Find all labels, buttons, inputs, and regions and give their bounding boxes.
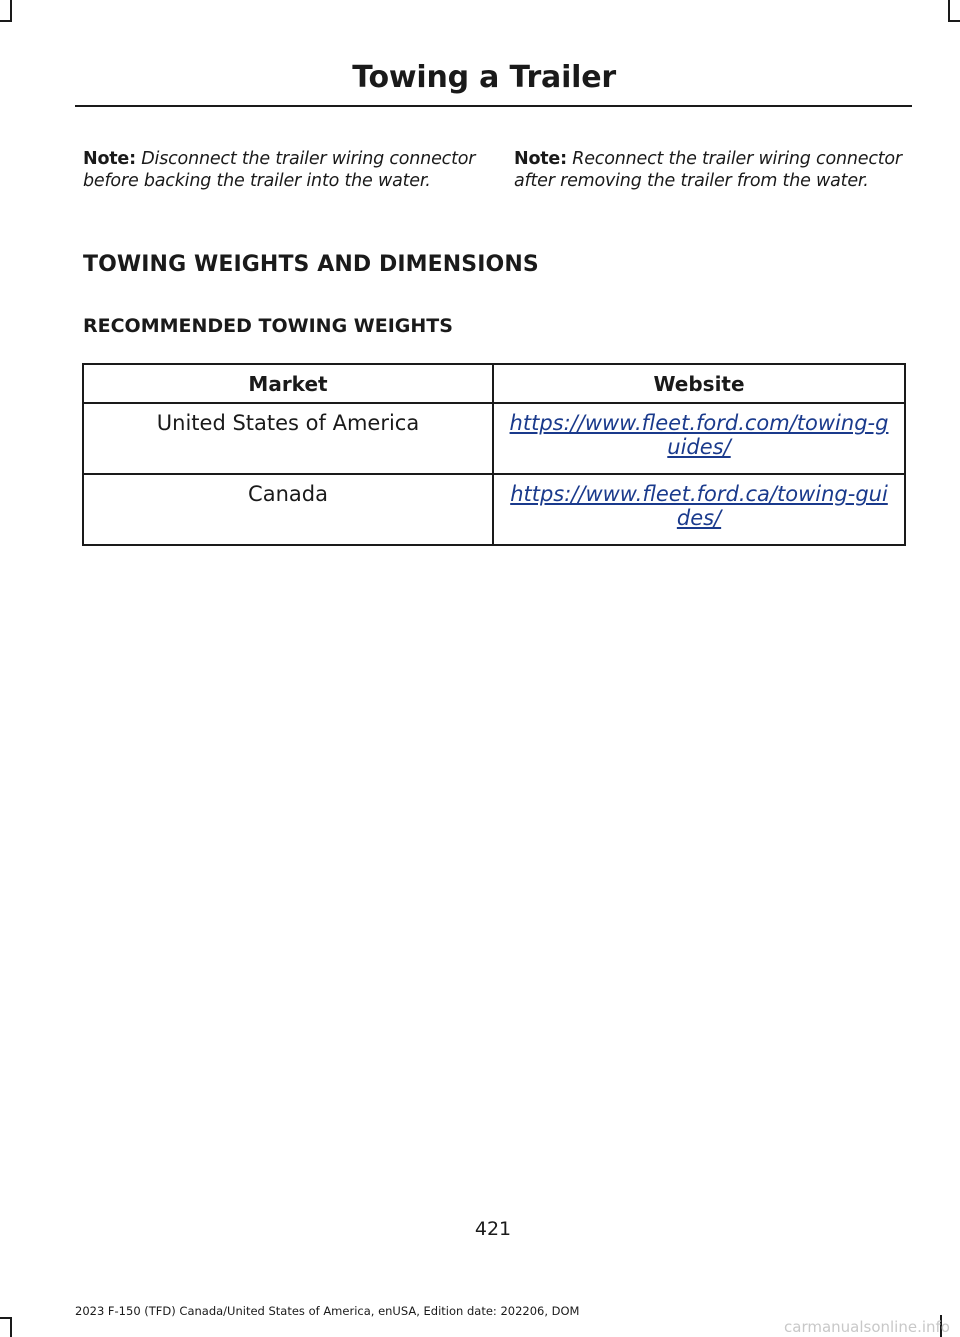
market-cell: Canada: [83, 474, 493, 545]
table-header-row: [83, 364, 905, 403]
note-reconnect: [514, 148, 909, 192]
towing-weights-table: [82, 363, 906, 546]
column-header-market: Market: [83, 364, 493, 403]
note-text: Reconnect the trailer wiring connector after removing the trailer from the water.: [514, 149, 902, 191]
note-label: Note:: [514, 149, 567, 169]
section-subheading: RECOMMENDED TOWING WEIGHTS: [83, 315, 453, 337]
crop-mark: [948, 20, 960, 22]
crop-mark: [0, 1317, 12, 1319]
note-disconnect: [83, 148, 478, 192]
table-row: [83, 474, 905, 545]
crop-mark: [948, 0, 950, 22]
website-cell: [493, 474, 905, 545]
crop-mark: [0, 20, 12, 22]
header-divider: [75, 105, 912, 107]
page-number: 421: [474, 1218, 512, 1240]
website-link[interactable]: https://www.fleet.ford.ca/towing-guides/: [510, 482, 888, 530]
market-cell: United States of America: [83, 403, 493, 474]
crop-mark: [10, 1317, 12, 1337]
note-label: Note:: [83, 149, 136, 169]
crop-mark: [10, 0, 12, 22]
section-heading: TOWING WEIGHTS AND DIMENSIONS: [83, 252, 539, 277]
edition-footer: 2023 F-150 (TFD) Canada/United States of America, enUSA, Edition date: 202206, DOM: [75, 1304, 580, 1318]
watermark: carmanualsonline.info: [784, 1318, 950, 1336]
website-cell: [493, 403, 905, 474]
note-text: Disconnect the trailer wiring connector before backing the trailer into the water.: [83, 149, 476, 191]
table-row: [83, 403, 905, 474]
chapter-title: Towing a Trailer: [352, 60, 616, 95]
website-link[interactable]: https://www.fleet.ford.com/towing-guides/: [509, 411, 889, 459]
column-header-website: Website: [493, 364, 905, 403]
